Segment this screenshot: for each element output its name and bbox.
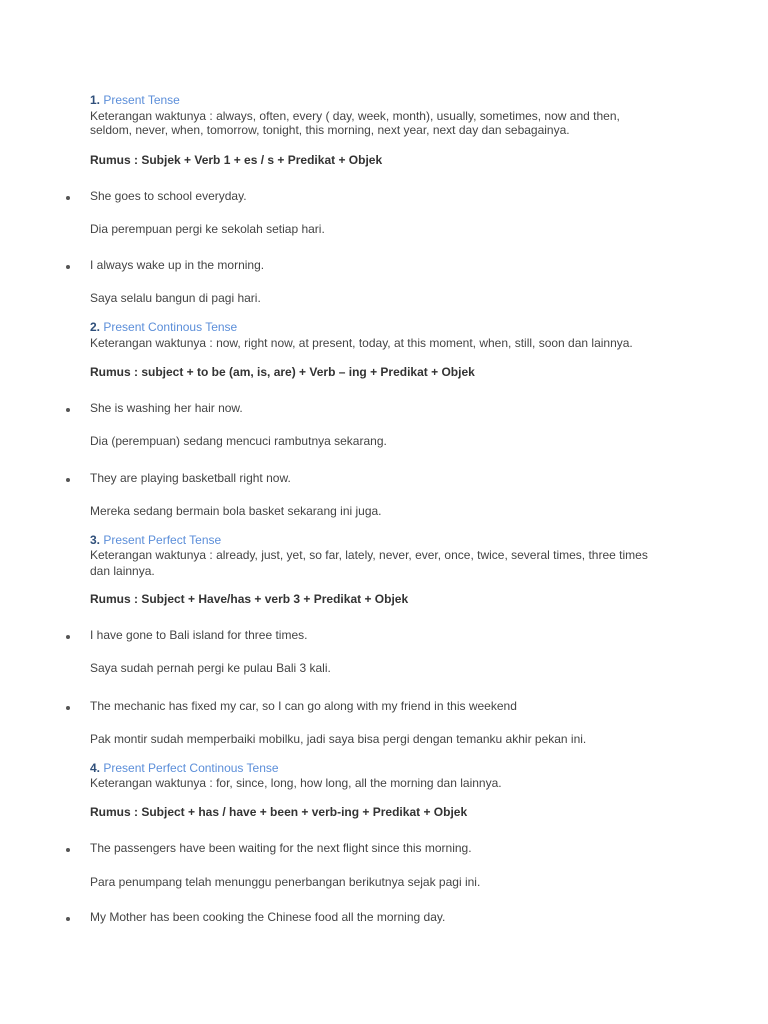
example-translation: Saya sudah pernah pergi ke pulau Bali 3 kali. — [90, 661, 331, 675]
section-title: Present Continous Tense — [103, 320, 238, 334]
section-number: 2. — [90, 320, 101, 334]
example-sentence: I always wake up in the morning. — [90, 258, 265, 272]
section-title: Present Perfect Tense — [103, 533, 222, 547]
rumus-formula: Rumus : Subject + has / have + been + verb-ing + Predikat + Objek — [90, 805, 468, 819]
bullet-icon — [66, 265, 70, 269]
section-title: Present Perfect Continous Tense — [103, 761, 279, 775]
bullet-icon — [66, 848, 70, 852]
example-translation: Dia (perempuan) sedang mencuci rambutnya sekarang. — [90, 434, 387, 448]
example-sentence: They are playing basketball right now. — [90, 471, 291, 485]
section-heading — [90, 761, 279, 776]
keterangan-line: Keterangan waktunya : already, just, yet, so far, lately, never, ever, once, twice, several times, three times — [90, 548, 648, 562]
example-sentence: She is washing her hair now. — [90, 401, 243, 415]
keterangan-line: seldom, never, when, tomorrow, tonight, this morning, next year, next day dan sebagainya. — [90, 123, 570, 137]
bullet-icon — [66, 635, 70, 639]
example-translation: Mereka sedang bermain bola basket sekarang ini juga. — [90, 504, 382, 518]
example-sentence: The mechanic has fixed my car, so I can go along with my friend in this weekend — [90, 699, 517, 713]
bullet-icon — [66, 408, 70, 412]
section-heading — [90, 320, 237, 335]
example-sentence: She goes to school everyday. — [90, 189, 247, 203]
section-number: 3. — [90, 533, 101, 547]
section-heading — [90, 93, 180, 108]
bullet-icon — [66, 706, 70, 710]
keterangan-line: Keterangan waktunya : always, often, every ( day, week, month), usually, sometimes, now and then, — [90, 109, 620, 123]
example-translation: Para penumpang telah menunggu penerbangan berikutnya sejak pagi ini. — [90, 875, 481, 889]
section-number: 4. — [90, 761, 101, 775]
section-title: Present Tense — [103, 93, 180, 107]
rumus-formula: Rumus : Subject + Have/has + verb 3 + Predikat + Objek — [90, 592, 409, 606]
section-heading — [90, 533, 221, 548]
bullet-icon — [66, 478, 70, 482]
rumus-formula: Rumus : subject + to be (am, is, are) + Verb – ing + Predikat + Objek — [90, 365, 475, 379]
example-sentence: I have gone to Bali island for three times. — [90, 628, 308, 642]
keterangan-line: dan lainnya. — [90, 564, 155, 578]
bullet-icon — [66, 917, 70, 921]
example-translation: Saya selalu bangun di pagi hari. — [90, 291, 261, 305]
keterangan-line: Keterangan waktunya : now, right now, at present, today, at this moment, when, still, soon dan lainnya. — [90, 336, 633, 350]
bullet-icon — [66, 196, 70, 200]
section-number: 1. — [90, 93, 101, 107]
example-sentence: My Mother has been cooking the Chinese food all the morning day. — [90, 910, 446, 924]
example-translation: Pak montir sudah memperbaiki mobilku, jadi saya bisa pergi dengan temanku akhir pekan ini. — [90, 732, 587, 746]
example-translation: Dia perempuan pergi ke sekolah setiap hari. — [90, 222, 325, 236]
keterangan-line: Keterangan waktunya : for, since, long, how long, all the morning dan lainnya. — [90, 776, 502, 790]
example-sentence: The passengers have been waiting for the next flight since this morning. — [90, 841, 472, 855]
rumus-formula: Rumus : Subjek + Verb 1 + es / s + Predikat + Objek — [90, 153, 383, 167]
